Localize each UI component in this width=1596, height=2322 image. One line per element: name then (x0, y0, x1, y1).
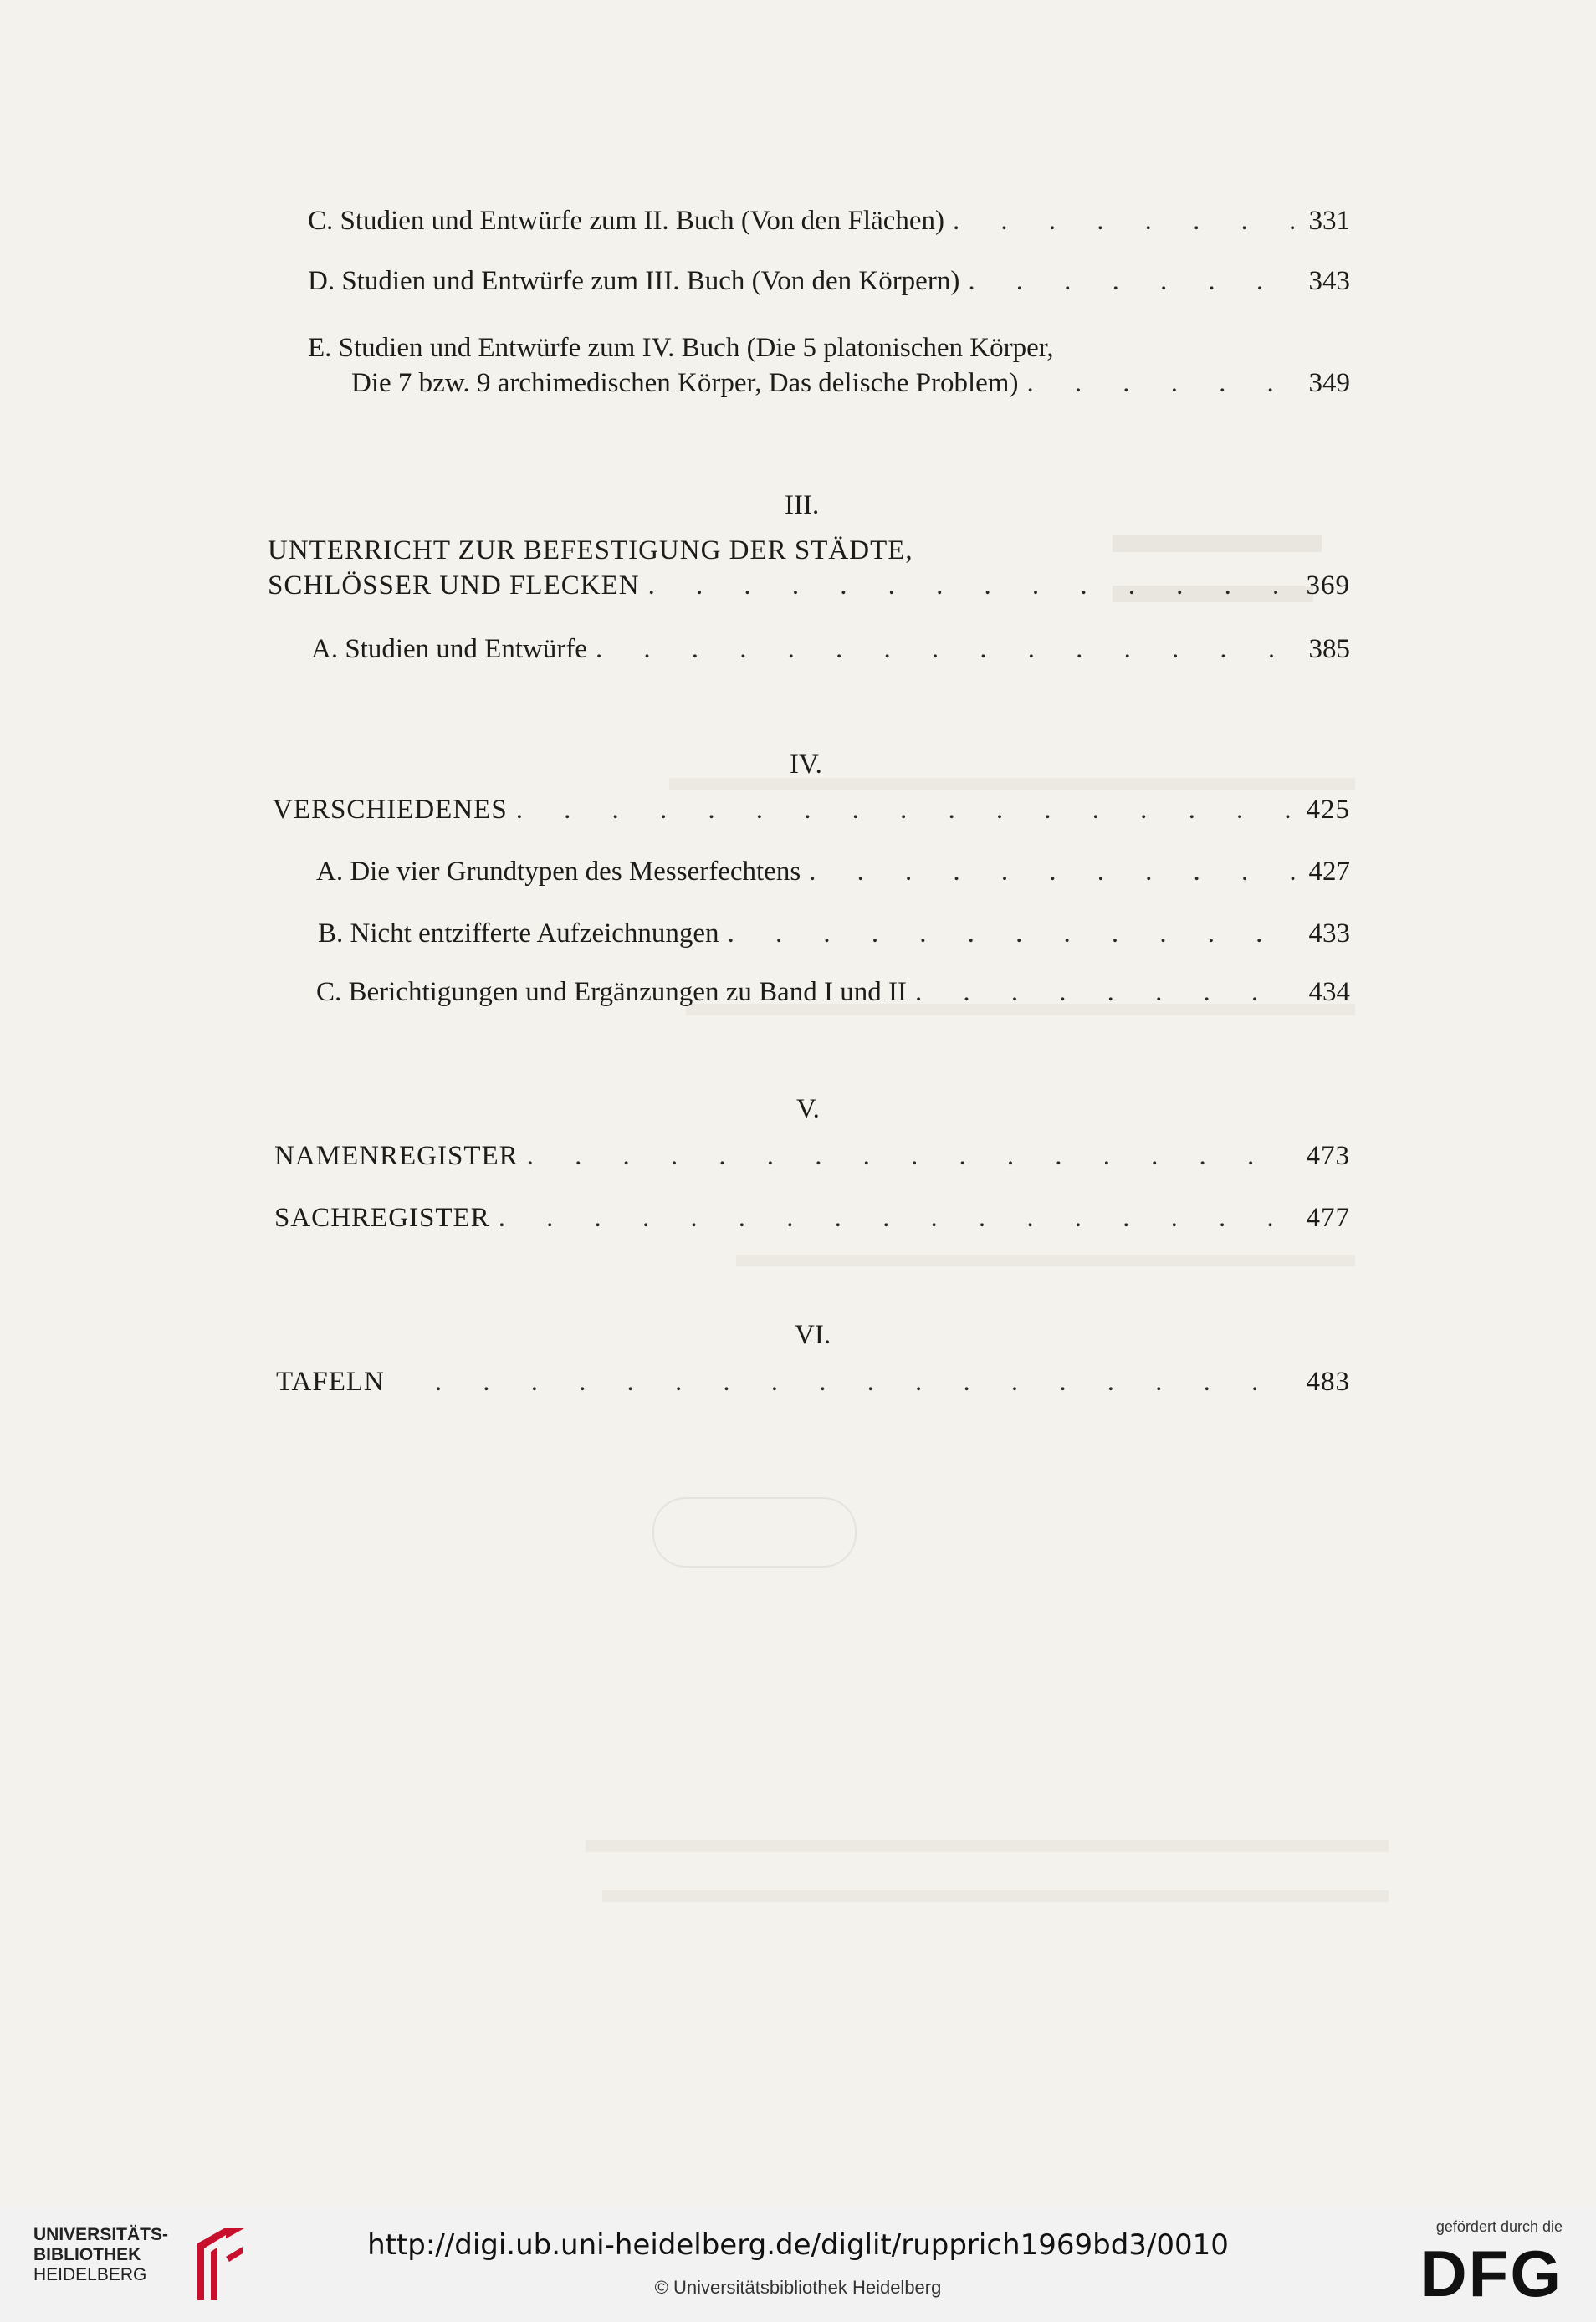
permalink-url[interactable]: http://digi.ub.uni-heidelberg.de/diglit/rupprich1969bd3/0010 (367, 2228, 1229, 2262)
toc-page-number: 427 (1308, 857, 1350, 887)
part-numeral: IV. (790, 749, 822, 780)
toc-page-number: 349 (1308, 368, 1350, 398)
dot-leader (527, 1138, 1295, 1174)
dot-leader (968, 263, 1295, 299)
toc-entry-plates[interactable] (276, 1363, 1350, 1400)
toc-entry-part3-a[interactable] (311, 631, 1350, 667)
library-name-line2: BIBLIOTHEK (33, 2245, 141, 2264)
toc-page-number: 433 (1308, 918, 1350, 949)
toc-page-number: 483 (1306, 1367, 1350, 1397)
toc-entry-label: D. Studien und Entwürfe zum III. Buch (Von den Körpern) (308, 266, 960, 296)
toc-page-number: 477 (1306, 1203, 1350, 1233)
toc-entry-label: SCHLÖSSER UND FLECKEN (268, 570, 640, 601)
toc-entry-label: Die 7 bzw. 9 archimedischen Körper, Das delische Problem) (351, 368, 1019, 398)
part-numeral: III. (785, 490, 820, 520)
toc-page-number: 385 (1308, 634, 1350, 664)
toc-entry-label: SACHREGISTER (274, 1203, 490, 1233)
toc-entry-label: B. Nicht entzifferte Aufzeichnungen (318, 918, 719, 949)
toc-entry-label: C. Berichtigungen und Ergänzungen zu Band I und II (316, 977, 907, 1007)
toc-entry-part4[interactable] (273, 791, 1350, 828)
dot-leader (953, 202, 1295, 239)
toc-entry-name-index[interactable] (274, 1138, 1350, 1174)
toc-page-number: 331 (1308, 206, 1350, 236)
toc-entry-label: C. Studien und Entwürfe zum II. Buch (Von den Flächen) (308, 206, 944, 236)
toc-entry-part4-c[interactable] (316, 974, 1350, 1010)
toc-page-number: 369 (1306, 570, 1350, 601)
toc-page-number: 425 (1306, 795, 1350, 825)
dot-leader (435, 1363, 1295, 1400)
toc-entry-label: A. Studien und Entwürfe (311, 634, 587, 664)
dot-leader (728, 915, 1295, 952)
toc-entry-part4-a[interactable] (316, 853, 1350, 890)
toc-page-number: 473 (1306, 1141, 1350, 1171)
dot-leader (596, 631, 1295, 667)
funder-note: gefördert durch die (1435, 2218, 1563, 2235)
toc-entry-label: NAMENREGISTER (274, 1141, 519, 1171)
dot-leader (1026, 365, 1295, 401)
dot-leader (809, 853, 1295, 890)
toc-entry-part4-b[interactable] (318, 915, 1350, 952)
toc-entry-label: TAFELN (276, 1367, 385, 1397)
part-numeral: VI. (795, 1320, 831, 1350)
dot-leader (516, 791, 1295, 828)
toc-entry-e[interactable] (351, 365, 1350, 401)
part-numeral: V. (796, 1094, 820, 1124)
toc-entry-d[interactable] (308, 263, 1350, 299)
library-name-line3: HEIDELBERG (33, 2265, 147, 2284)
copyright-notice: © Universitätsbibliothek Heidelberg (654, 2277, 942, 2298)
toc-page-number: 434 (1308, 977, 1350, 1007)
toc-entry-c[interactable] (308, 202, 1350, 239)
toc-entry-label: VERSCHIEDENES (273, 795, 508, 825)
toc-entry-part3[interactable] (268, 567, 1350, 604)
dot-leader (648, 567, 1295, 604)
part-title-line1: UNTERRICHT ZUR BEFESTIGUNG DER STÄDTE, (268, 535, 913, 565)
dot-leader (499, 1199, 1295, 1236)
dfg-logo-icon: DFG (1420, 2237, 1563, 2310)
dot-leader (915, 974, 1295, 1010)
library-name-line1: UNIVERSITÄTS- (33, 2225, 169, 2244)
toc-entry-label: A. Die vier Grundtypen des Messerfechtens (316, 857, 801, 887)
toc-entry-subject-index[interactable] (274, 1199, 1350, 1236)
toc-entry-e-line1: E. Studien und Entwürfe zum IV. Buch (Die 5 platonischen Körper, (308, 333, 1054, 363)
toc-page-number: 343 (1308, 266, 1350, 296)
